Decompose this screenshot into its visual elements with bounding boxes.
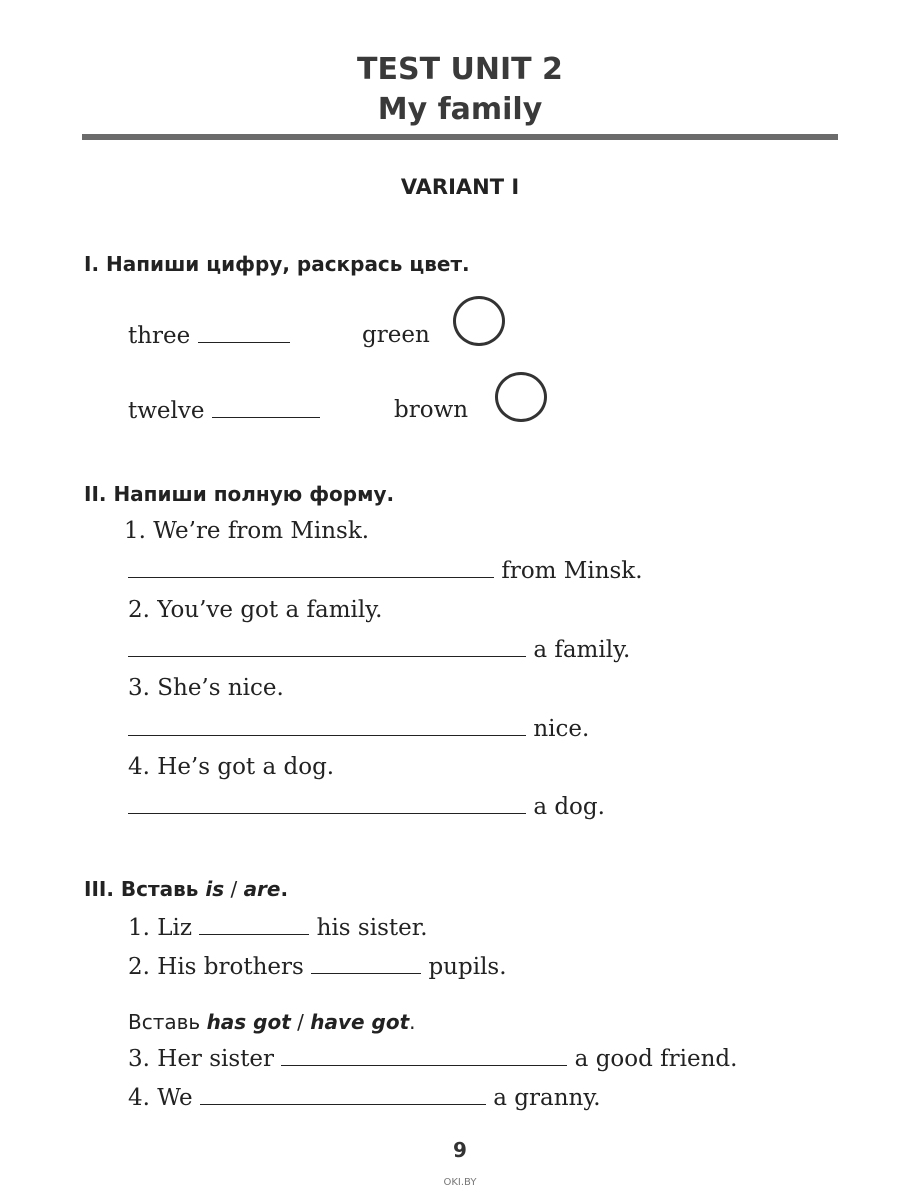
word-three: three <box>128 323 191 349</box>
section-1-row-2-left <box>128 397 320 424</box>
item-text: a good friend. <box>574 1046 738 1072</box>
variant-label: VARIANT I <box>400 175 520 199</box>
section-1-row-1-left <box>128 322 290 349</box>
answer-blank[interactable] <box>128 793 526 814</box>
section-3-heading <box>84 877 288 901</box>
header-rule <box>82 134 838 140</box>
answer-blank[interactable] <box>199 914 309 935</box>
item-text: 3. Her sister <box>128 1046 275 1072</box>
answer-tail: from Minsk. <box>501 558 643 584</box>
item-text: pupils. <box>428 954 507 980</box>
item-text: 2. His brothers <box>128 954 304 980</box>
answer-blank[interactable] <box>212 397 320 418</box>
answer-tail: nice. <box>533 716 590 742</box>
answer-blank[interactable] <box>281 1045 567 1066</box>
item-text: 1. Liz <box>128 915 193 941</box>
item-text: his sister. <box>316 915 428 941</box>
section-2-prompt-2: 2. You’ve got a family. <box>128 597 383 623</box>
heading-prefix: III. Вставь <box>84 877 206 901</box>
subheading-separator: / <box>290 1010 311 1034</box>
section-3-item-1 <box>128 914 428 941</box>
item-text: a granny. <box>493 1085 601 1111</box>
answer-blank[interactable] <box>200 1084 486 1105</box>
subheading-end: . <box>409 1010 416 1034</box>
section-2-prompt-1: 1. We’re from Minsk. <box>124 518 370 544</box>
word-green: green <box>362 322 430 348</box>
color-circle-green[interactable] <box>453 296 505 346</box>
color-circle-brown[interactable] <box>495 372 547 422</box>
answer-blank[interactable] <box>198 322 290 343</box>
section-3-item-2 <box>128 953 507 980</box>
title-line-2: My family <box>377 92 543 127</box>
title-line-1: TEST UNIT 2 <box>357 52 563 87</box>
page-number: 9 <box>453 1138 467 1162</box>
subheading-word-have-got: have got <box>310 1010 410 1034</box>
answer-blank[interactable] <box>128 557 494 578</box>
answer-tail: a family. <box>533 637 631 663</box>
section-2-answer-4 <box>128 793 605 820</box>
answer-tail: a dog. <box>533 794 605 820</box>
answer-blank[interactable] <box>311 953 421 974</box>
section-2-answer-1 <box>128 557 643 584</box>
section-2-heading: II. Напиши полную форму. <box>84 482 395 506</box>
word-twelve: twelve <box>128 398 205 424</box>
section-2-prompt-3: 3. She’s nice. <box>128 675 284 701</box>
subheading-word-has-got: has got <box>206 1010 291 1034</box>
answer-blank[interactable] <box>128 636 526 657</box>
answer-blank[interactable] <box>128 715 526 736</box>
subheading-prefix: Вставь <box>128 1010 207 1034</box>
word-brown: brown <box>394 397 469 423</box>
section-1-heading: I. Напиши цифру, раскрась цвет. <box>84 252 470 276</box>
heading-word-is: is <box>205 877 225 901</box>
section-2-answer-3 <box>128 715 589 742</box>
watermark: OKI.BY <box>443 1177 477 1188</box>
heading-separator: / <box>224 877 244 901</box>
section-2-answer-2 <box>128 636 630 663</box>
heading-end: . <box>280 877 289 901</box>
section-3-item-3 <box>128 1045 737 1072</box>
item-text: 4. We <box>128 1085 193 1111</box>
section-3-subheading <box>128 1010 416 1034</box>
section-2-prompt-4: 4. He’s got a dog. <box>128 754 335 780</box>
section-3-item-4 <box>128 1084 601 1111</box>
heading-word-are: are <box>243 877 281 901</box>
